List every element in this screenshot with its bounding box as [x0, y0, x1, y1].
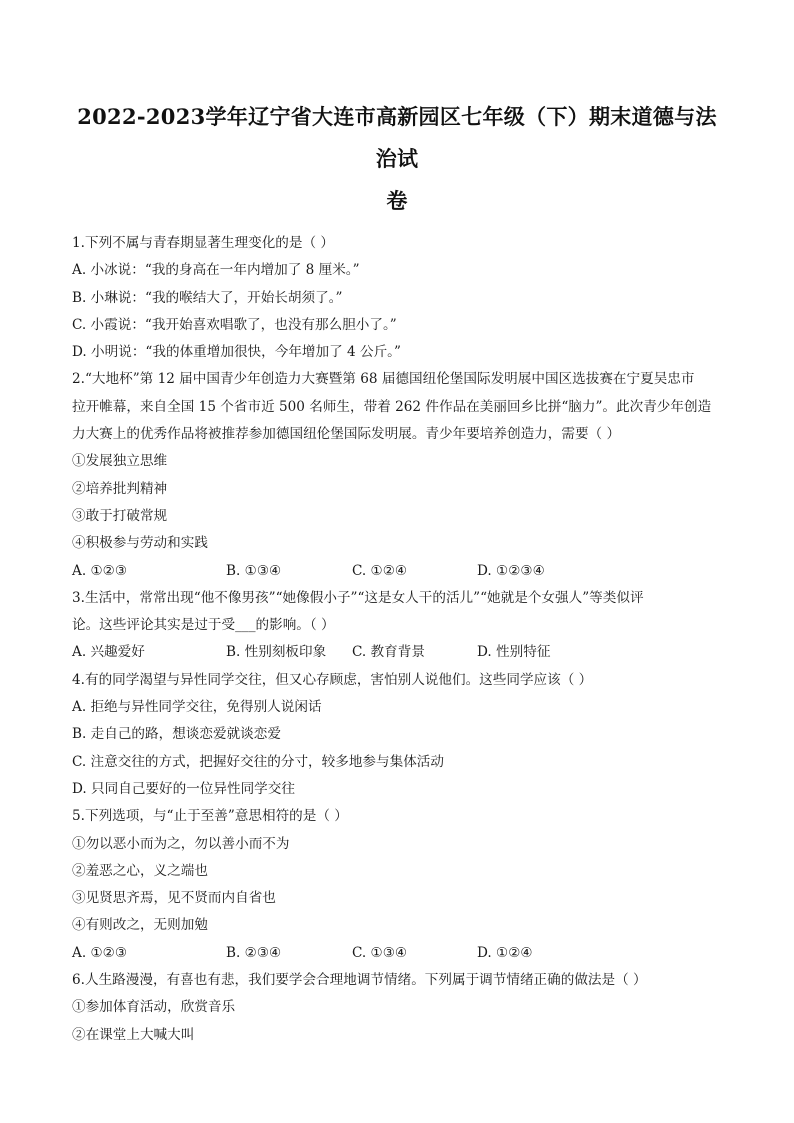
exam-title — [72, 96, 722, 222]
option-b: B. 性别刻板印象 — [226, 644, 327, 661]
option-row — [72, 639, 722, 666]
question-stem-line: 论。这些评论其实是过于受___的影响。（ ） — [72, 617, 335, 634]
option-a: A. 拒绝与异性同学交往，免得别人说闲话 — [72, 699, 322, 716]
option-d: D. ①②③④ — [477, 562, 545, 579]
option-row — [72, 558, 722, 585]
option-d: D. ①②④ — [477, 944, 533, 961]
statement-item: ①参加体育活动，欣赏音乐 — [72, 999, 236, 1016]
option-d: D. 只同自己要好的一位异性同学交往 — [72, 780, 295, 797]
question-4 — [72, 667, 722, 803]
question-stem-line: 3.生活中，常常出现“他不像男孩”“她像假小子”“这是女人干的活儿”“她就是个女强人”等类似评 — [72, 589, 644, 606]
option-a: A. ①②③ — [72, 944, 128, 961]
question-6 — [72, 967, 722, 1049]
option-a: A. 小冰说：“我的身高在一年内增加了 8 厘米。” — [72, 262, 360, 279]
option-c: C. 小霞说：“我开始喜欢唱歌了，也没有那么胆小了。” — [72, 316, 397, 333]
option-d: D. 性别特征 — [477, 644, 551, 661]
question-stem-line: 拉开帷幕，来自全国 15 个省市近 500 名师生，带着 262 件作品在美丽回乡比拼“脑力”。此次青少年创造 — [72, 398, 712, 415]
question-1 — [72, 230, 722, 366]
statement-item: ②在课堂上大喊大叫 — [72, 1026, 195, 1043]
statement-item: ①发展独立思维 — [72, 453, 168, 470]
question-stem: 1.下列不属与青春期显著生理变化的是（ ） — [72, 235, 334, 251]
exam-title-line-1: 2022-2023学年辽宁省大连市高新园区七年级（下）期末道德与法治试 — [77, 104, 717, 171]
option-b: B. 小琳说：“我的喉结大了，开始长胡须了。” — [72, 289, 343, 306]
option-row — [72, 940, 722, 967]
option-b: B. ②③④ — [226, 944, 282, 961]
option-d: D. 小明说：“我的体重增加很快，今年增加了 4 公斤。” — [72, 344, 401, 361]
option-b: B. 走自己的路，想谈恋爱就谈恋爱 — [72, 726, 281, 743]
question-stem: 4.有的同学渴望与异性同学交往，但又心存顾虑，害怕别人说他们。这些同学应该（ ） — [72, 671, 593, 688]
option-a: A. ①②③ — [72, 562, 128, 579]
option-b: B. ①③④ — [226, 562, 282, 579]
option-a: A. 兴趣爱好 — [72, 644, 145, 661]
question-stem: 6.人生路漫漫，有喜也有悲，我们要学会合理地调节情绪。下列属于调节情绪正确的做法是（ ） — [72, 972, 647, 989]
question-stem: 5.下列选项，与“止于至善”意思相符的是（ ） — [72, 808, 348, 825]
statement-item: ②羞恶之心，义之端也 — [72, 862, 208, 879]
question-2 — [72, 366, 722, 584]
exam-title-line-2: 卷 — [386, 188, 408, 213]
statement-item: ①勿以恶小而为之，勿以善小而不为 — [72, 835, 290, 852]
statement-item: ②培养批判精神 — [72, 480, 168, 497]
statement-item: ④积极参与劳动和实践 — [72, 535, 208, 552]
question-list — [72, 230, 722, 1049]
option-c: C. 教育背景 — [352, 644, 425, 661]
question-3 — [72, 585, 722, 667]
statement-item: ③见贤思齐焉，见不贤而内自省也 — [72, 890, 276, 907]
question-stem-line: 2.“大地杯”第 12 届中国青少年创造力大赛暨第 68 届德国纽伦堡国际发明展中国区选拔赛在宁夏吴忠市 — [72, 371, 695, 388]
option-c: C. 注意交往的方式，把握好交往的分寸，较多地参与集体活动 — [72, 753, 444, 770]
statement-item: ④有则改之，无则加勉 — [72, 917, 208, 934]
option-c: C. ①③④ — [352, 944, 408, 961]
question-5 — [72, 803, 722, 967]
question-stem-line: 力大赛上的优秀作品将被推荐参加德国纽伦堡国际发明展。青少年要培养创造力，需要（ ） — [72, 426, 621, 443]
statement-item: ③敢于打破常规 — [72, 507, 168, 524]
option-c: C. ①②④ — [352, 562, 408, 579]
